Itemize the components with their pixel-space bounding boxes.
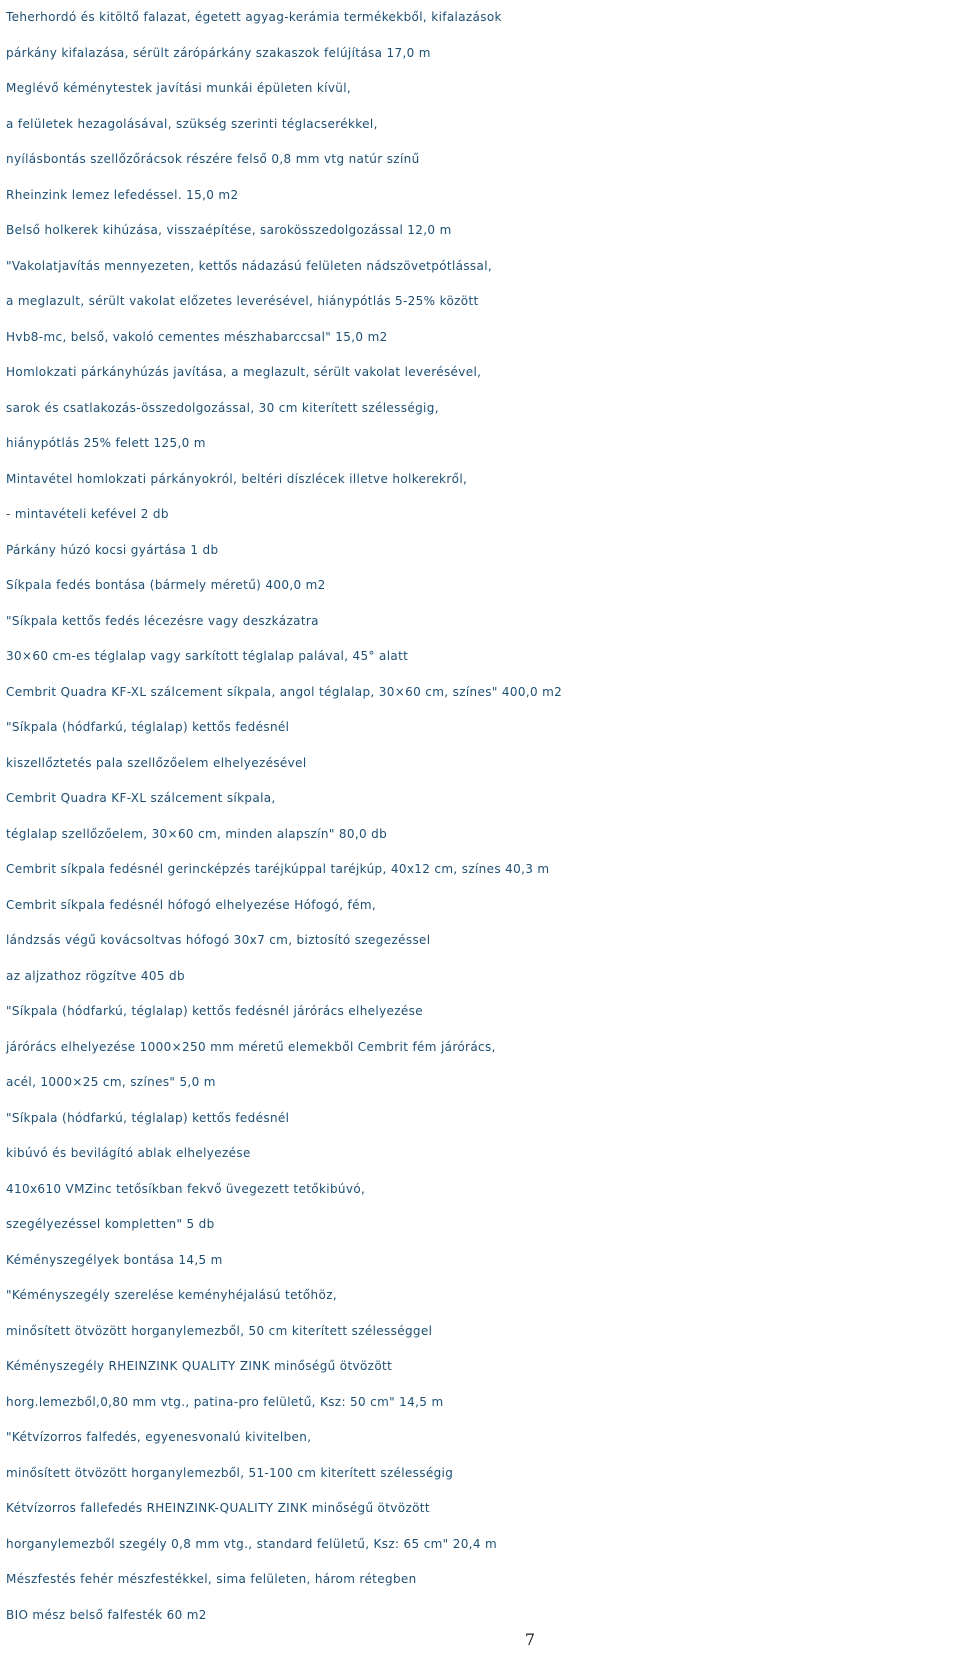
text-line: Cembrit Quadra KF-XL szálcement síkpala, angol téglalap, 30×60 cm, színes" 400,0 m2	[6, 684, 563, 699]
text-line: Kétvízorros fallefedés RHEINZINK-QUALITY ZINK minőségű ötvözött	[6, 1501, 430, 1515]
page-number: 7	[524, 1630, 536, 1649]
text-line: Kéményszegélyek bontása 14,5 m	[6, 1252, 223, 1267]
document-body	[6, 0, 956, 1633]
text-line: Belső holkerek kihúzása, visszaépítése, sarokösszedolgozással 12,0 m	[6, 223, 452, 237]
text-line: szegélyezéssel kompletten" 5 db	[6, 1217, 215, 1231]
text-line: minősített ötvözött horganylemezből, 50 cm kiterített szélességgel	[6, 1323, 433, 1338]
text-line: "Síkpala kettős fedés lécezésre vagy deszkázatra	[6, 613, 319, 628]
text-line: Síkpala fedés bontása (bármely méretű) 400,0 m2	[6, 578, 326, 592]
text-line: BIO mész belső falfesték 60 m2	[6, 1607, 207, 1622]
text-line: párkány kifalazása, sérült zárópárkány szakaszok felújítása 17,0 m	[6, 45, 431, 60]
text-line: hiánypótlás 25% felett 125,0 m	[6, 436, 206, 450]
text-line: nyílásbontás szellőzőrácsok részére felső 0,8 mm vtg natúr színű	[6, 152, 420, 166]
text-line: 30×60 cm-es téglalap vagy sarkított téglalap palával, 45° alatt	[6, 649, 409, 663]
text-line: Cembrit síkpala fedésnél hófogó elhelyezése Hófogó, fém,	[6, 897, 377, 912]
text-line: - mintavételi kefével 2 db	[6, 507, 169, 521]
text-line: járórács elhelyezése 1000×250 mm méretű elemekből Cembrit fém járórács,	[6, 1039, 496, 1054]
text-line: Hvb8-mc, belső, vakoló cementes mészhabarccsal" 15,0 m2	[6, 329, 388, 344]
text-line: kibúvó és bevilágító ablak elhelyezése	[6, 1146, 251, 1160]
text-line: Cembrit Quadra KF-XL szálcement síkpala,	[6, 791, 276, 805]
text-line: "Kéményszegély szerelése keményhéjalású tetőhöz,	[6, 1288, 338, 1302]
text-line: horganylemezből szegély 0,8 mm vtg., standard felületű, Ksz: 65 cm" 20,4 m	[6, 1536, 498, 1551]
text-line: Kéményszegély RHEINZINK QUALITY ZINK minőségű ötvözött	[6, 1359, 393, 1373]
text-line: "Síkpala (hódfarkú, téglalap) kettős fedésnél járórács elhelyezése	[6, 1004, 423, 1018]
text-line: téglalap szellőzőelem, 30×60 cm, minden alapszín" 80,0 db	[6, 826, 388, 841]
text-line: a felületek hezagolásával, szükség szerinti téglacserékkel,	[6, 116, 378, 131]
text-line: Homlokzati párkányhúzás javítása, a meglazult, sérült vakolat leverésével,	[6, 365, 482, 379]
text-line: lándzsás végű kovácsoltvas hófogó 30x7 cm, biztosító szegezéssel	[6, 933, 431, 947]
text-line: Mészfestés fehér mészfestékkel, sima felületen, három rétegben	[6, 1572, 417, 1586]
text-line: 410x610 VMZinc tetősíkban fekvő üvegezett tetőkibúvó,	[6, 1181, 366, 1196]
text-line: "Síkpala (hódfarkú, téglalap) kettős fedésnél	[6, 1110, 290, 1125]
text-line: "Kétvízorros falfedés, egyenesvonalú kivitelben,	[6, 1430, 312, 1444]
text-line: acél, 1000×25 cm, színes" 5,0 m	[6, 1075, 216, 1089]
text-line: Teherhordó és kitöltő falazat, égetett agyag-kerámia termékekből, kifalazások	[6, 10, 502, 24]
text-line: Rheinzink lemez lefedéssel. 15,0 m2	[6, 187, 239, 202]
text-line: Meglévő kéménytestek javítási munkái épületen kívül,	[6, 81, 352, 95]
text-line: kiszellőztetés pala szellőzőelem elhelyezésével	[6, 755, 307, 770]
text-line: horg.lemezből,0,80 mm vtg., patina-pro felületű, Ksz: 50 cm" 14,5 m	[6, 1394, 444, 1409]
text-line: "Síkpala (hódfarkú, téglalap) kettős fedésnél	[6, 720, 290, 734]
text-line: a meglazult, sérült vakolat előzetes leverésével, hiánypótlás 5-25% között	[6, 294, 479, 308]
text-line: Cembrit síkpala fedésnél gerincképzés taréjkúppal taréjkúp, 40x12 cm, színes 40,3 m	[6, 862, 550, 876]
text-line: az aljzathoz rögzítve 405 db	[6, 968, 185, 983]
text-line: sarok és csatlakozás-összedolgozással, 30 cm kiterített szélességig,	[6, 400, 439, 415]
text-line: Mintavétel homlokzati párkányokról, beltéri díszlécek illetve holkerekről,	[6, 471, 468, 486]
text-line: Párkány húzó kocsi gyártása 1 db	[6, 542, 219, 557]
text-line: minősített ötvözött horganylemezből, 51-100 cm kiterített szélességig	[6, 1465, 454, 1480]
text-line: "Vakolatjavítás mennyezeten, kettős nádazású felületen nádszövetpótlással,	[6, 258, 493, 273]
